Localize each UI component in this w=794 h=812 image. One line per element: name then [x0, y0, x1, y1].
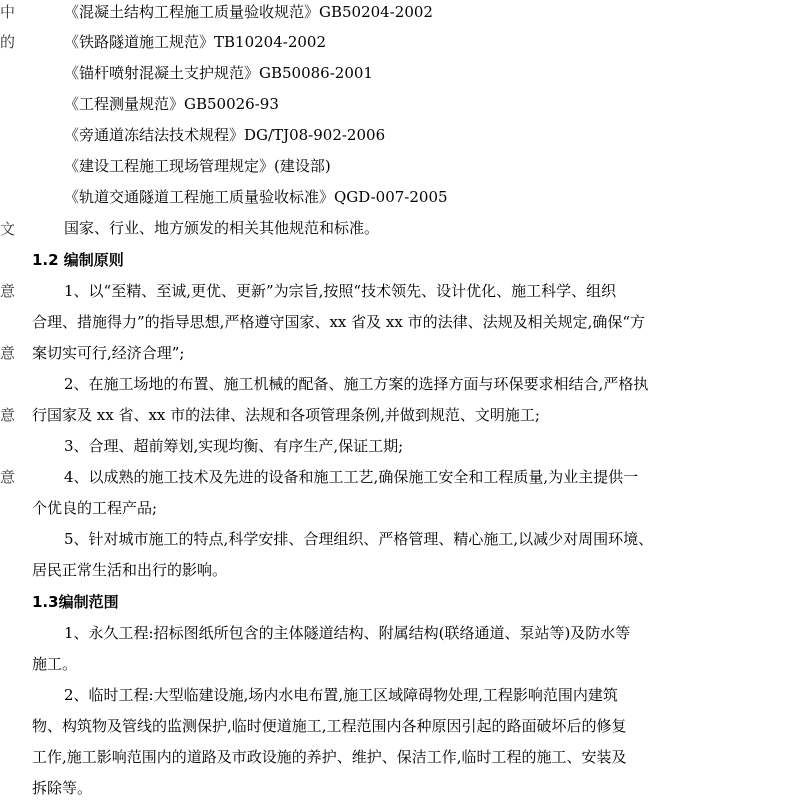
paragraph-line: 物、构筑物及管线的监测保护,临时便道施工,工程范围内各种原因引起的路面破坏后的修复 [32, 717, 627, 735]
paragraph-line: 案切实可行,经济合理”; [32, 344, 185, 362]
standard-item: 《建设工程施工现场管理规定》(建设部) [64, 157, 331, 175]
standard-item: 《混凝土结构工程施工质量验收规范》GB50204-2002 [64, 3, 433, 21]
standard-item: 《锚杆喷射混凝土支护规范》GB50086-2001 [64, 64, 373, 82]
margin-fragment: 意 [0, 282, 16, 300]
margin-fragment: 意 [0, 344, 16, 362]
standards-closing: 国家、行业、地方颁发的相关其他规范和标准。 [64, 219, 380, 237]
margin-fragment: 文 [0, 220, 16, 238]
paragraph-line: 1、永久工程:招标图纸所包含的主体隧道结构、附属结构(联络通道、泵站等)及防水等 [64, 624, 631, 642]
section-heading-1-2: 1.2 编制原则 [32, 251, 124, 269]
margin-fragment: 中 [0, 3, 16, 21]
paragraph-line: 居民正常生活和出行的影响。 [32, 561, 228, 579]
paragraph-line: 4、以成熟的施工技术及先进的设备和施工工艺,确保施工安全和工程质量,为业主提供一 [64, 468, 639, 486]
paragraph-line: 个优良的工程产品; [32, 499, 158, 517]
standard-item: 《旁通道冻结法技术规程》DG/TJ08-902-2006 [64, 126, 386, 144]
paragraph-line: 1、以“至精、至诚,更优、更新”为宗旨,按照“技术领先、设计优化、施工科学、组织 [64, 282, 617, 300]
standard-item: 《工程测量规范》GB50026-93 [64, 95, 279, 113]
standard-item: 《轨道交通隧道工程施工质量验收标准》QGD-007-2005 [64, 188, 448, 206]
paragraph-line: 3、合理、超前筹划,实现均衡、有序生产,保证工期; [64, 437, 404, 455]
paragraph-line: 工作,施工影响范围内的道路及市政设施的养护、维护、保洁工作,临时工程的施工、安装及 [32, 748, 627, 766]
paragraph-line: 拆除等。 [32, 779, 93, 797]
paragraph-line: 行国家及 xx 省、xx 市的法律、法规和各项管理条例,并做到规范、文明施工; [32, 406, 540, 424]
paragraph-line: 2、临时工程:大型临建设施,场内水电布置,施工区域障碍物处理,工程影响范围内建筑 [64, 686, 618, 704]
margin-fragment: 意 [0, 468, 16, 486]
standard-item: 《铁路隧道施工规范》TB10204-2002 [64, 33, 326, 51]
section-heading-1-3: 1.3编制范围 [32, 593, 119, 611]
paragraph-line: 2、在施工场地的布置、施工机械的配备、施工方案的选择方面与环保要求相结合,严格执 [64, 375, 649, 393]
margin-fragment: 意 [0, 406, 16, 424]
paragraph-line: 5、针对城市施工的特点,科学安排、合理组织、严格管理、精心施工,以减少对周围环境、 [64, 530, 654, 548]
paragraph-line: 合理、措施得力”的指导思想,严格遵守国家、xx 省及 xx 市的法律、法规及相关规定,确保“方 [32, 313, 646, 331]
margin-fragment: 的 [0, 33, 16, 51]
paragraph-line: 施工。 [32, 655, 78, 673]
